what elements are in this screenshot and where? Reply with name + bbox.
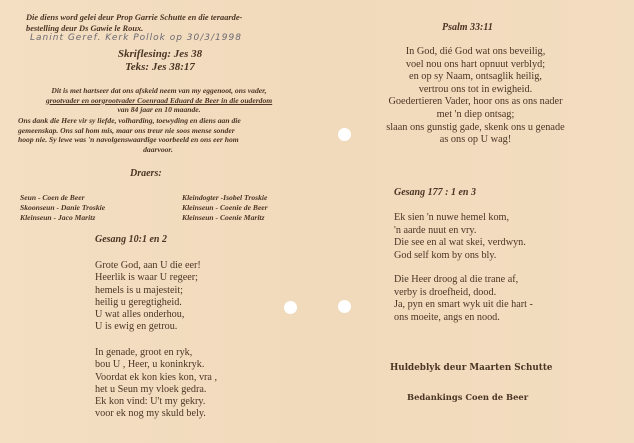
bearer-entry: Seun - Coen de Beer — [20, 193, 85, 202]
psalm-line: as ons op U wag! — [439, 134, 512, 146]
intro-line-2: bestelling deur Ds Gawie le Roux. — [26, 24, 144, 33]
psalm-line: In God, dié God wat ons beveilig, — [405, 46, 546, 57]
verse-line: 'n aarde nuut en vry. — [394, 224, 477, 236]
notice-line-1: Dit is met hartseer dat ons afskeid neem van my eggenoot, ons vader, — [51, 86, 267, 95]
handwritten-note: Lanint Geref. Kerk Pollok op 30/3/1998 — [30, 33, 242, 43]
verse-line: In genade, groot en ryk, — [95, 347, 193, 358]
thanks-paragraph — [18, 116, 298, 154]
psalm-line: voel nou ons hart opnuut verblyd; — [405, 58, 546, 70]
verse-line: U wat alles onderhou, — [95, 309, 185, 321]
notice-line-3: van 84 jaar en 10 maande. — [117, 105, 201, 115]
verse-line: God self kom by ons bly. — [394, 249, 497, 261]
verse-line: het u Seun my vloek gedra. — [95, 383, 207, 395]
hymn-177-verse-3 — [394, 274, 614, 324]
verse-line: Die see en al wat skei, verdwyn. — [394, 237, 526, 249]
psalm-line: slaan ons gunstig gade, skenk ons u genade — [386, 121, 565, 133]
sermon-text-ref: Teks: Jes 38:17 — [125, 61, 195, 73]
hymn-177-title: Gesang 177 : 1 en 3 — [394, 187, 476, 198]
verse-line: Heerlik is waar U regeer; — [95, 272, 198, 284]
punch-hole — [338, 128, 351, 141]
right-panel — [317, 0, 634, 443]
bearer-entry: Kleinseun - Coenie Maritz — [182, 213, 265, 222]
verse-line: heilig u geregtigheid. — [95, 296, 182, 308]
hymn-177-verse-1 — [394, 212, 614, 262]
psalm-line: met 'n diep ontsag; — [436, 108, 515, 120]
verse-line: U is ewig en getrou. — [95, 321, 178, 333]
verse-line: Ek sien 'n nuwe hemel kom, — [394, 212, 510, 223]
hymn-10-verse-2 — [95, 347, 295, 421]
bearer-entry: Skoonseun - Danie Troskie — [20, 203, 106, 212]
thanks-line-1: Ons dank die Here vir sy liefde, volharding, toewyding en diens aan die — [18, 116, 241, 125]
bearers-column-1 — [20, 193, 105, 223]
verse-line: Die Heer droog al die trane af, — [394, 274, 519, 285]
bearer-entry: Kleinseun - Coenie de Beer — [182, 203, 268, 212]
scripture-block — [60, 48, 260, 74]
notice-line-2: grootvader en oorgrootvader Coenraad Eduard de Beer in die ouderdom — [45, 95, 273, 105]
bearers-column-2 — [182, 193, 268, 223]
verse-line: hemels is u majesteit; — [95, 284, 183, 296]
psalm-text — [317, 46, 634, 147]
thanks-line-3: hoop nie. Sy lewe was 'n navolgenswaardige voorbeeld en ons eer hom — [18, 135, 239, 145]
intro-line-1: Die diens word gelei deur Prop Garrie Schutte en die teraarde- — [26, 13, 243, 22]
verse-line: bou U , Heer, u koninkryk. — [95, 359, 205, 371]
punch-hole — [338, 300, 351, 313]
scripture-reading: Skriflesing: Jes 38 — [117, 48, 203, 60]
hymn-10-title: Gesang 10:1 en 2 — [95, 234, 167, 245]
bearer-entry: Kleindogter -Isobel Troskie — [182, 193, 268, 202]
thanks-line-2: gemeenskap. Ons sal hom mis, maar ons treur nie soos mense sonder — [18, 125, 235, 135]
verse-line: verby is droefheid, dood. — [394, 286, 497, 298]
bearer-entry: Kleinseun - Jaco Maritz — [20, 213, 96, 222]
hymn-10-verse-1 — [95, 260, 295, 334]
thanks-line-4: daarvoor. — [143, 144, 173, 154]
verse-line: voor ek nog my skuld bely. — [95, 408, 206, 420]
punch-hole — [284, 301, 297, 314]
verse-line: Grote God, aan U die eer! — [95, 260, 201, 271]
service-intro — [26, 12, 306, 34]
psalm-line: Goedertieren Vader, hoor ons as ons nader — [388, 96, 563, 108]
death-notice — [18, 86, 300, 115]
verse-line: Voordat ek kon kies kon, vra , — [95, 371, 218, 383]
tribute-line: Huldeblyk deur Maarten Schutte — [390, 363, 553, 373]
psalm-title: Psalm 33:11 — [442, 22, 493, 33]
psalm-line: vertrou ons tot in ewigheid. — [418, 83, 533, 95]
verse-line: Ek kon vind: U't my gekry. — [95, 396, 206, 408]
verse-line: ons moeite, angs en nood. — [394, 311, 500, 323]
bearers-title: Draers: — [130, 168, 162, 179]
thanks-line: Bedankings Coen de Beer — [407, 392, 529, 402]
psalm-line: en op sy Naam, ontsaglik heilig, — [409, 71, 542, 83]
verse-line: Ja, pyn en smart wyk uit die hart - — [394, 299, 533, 311]
